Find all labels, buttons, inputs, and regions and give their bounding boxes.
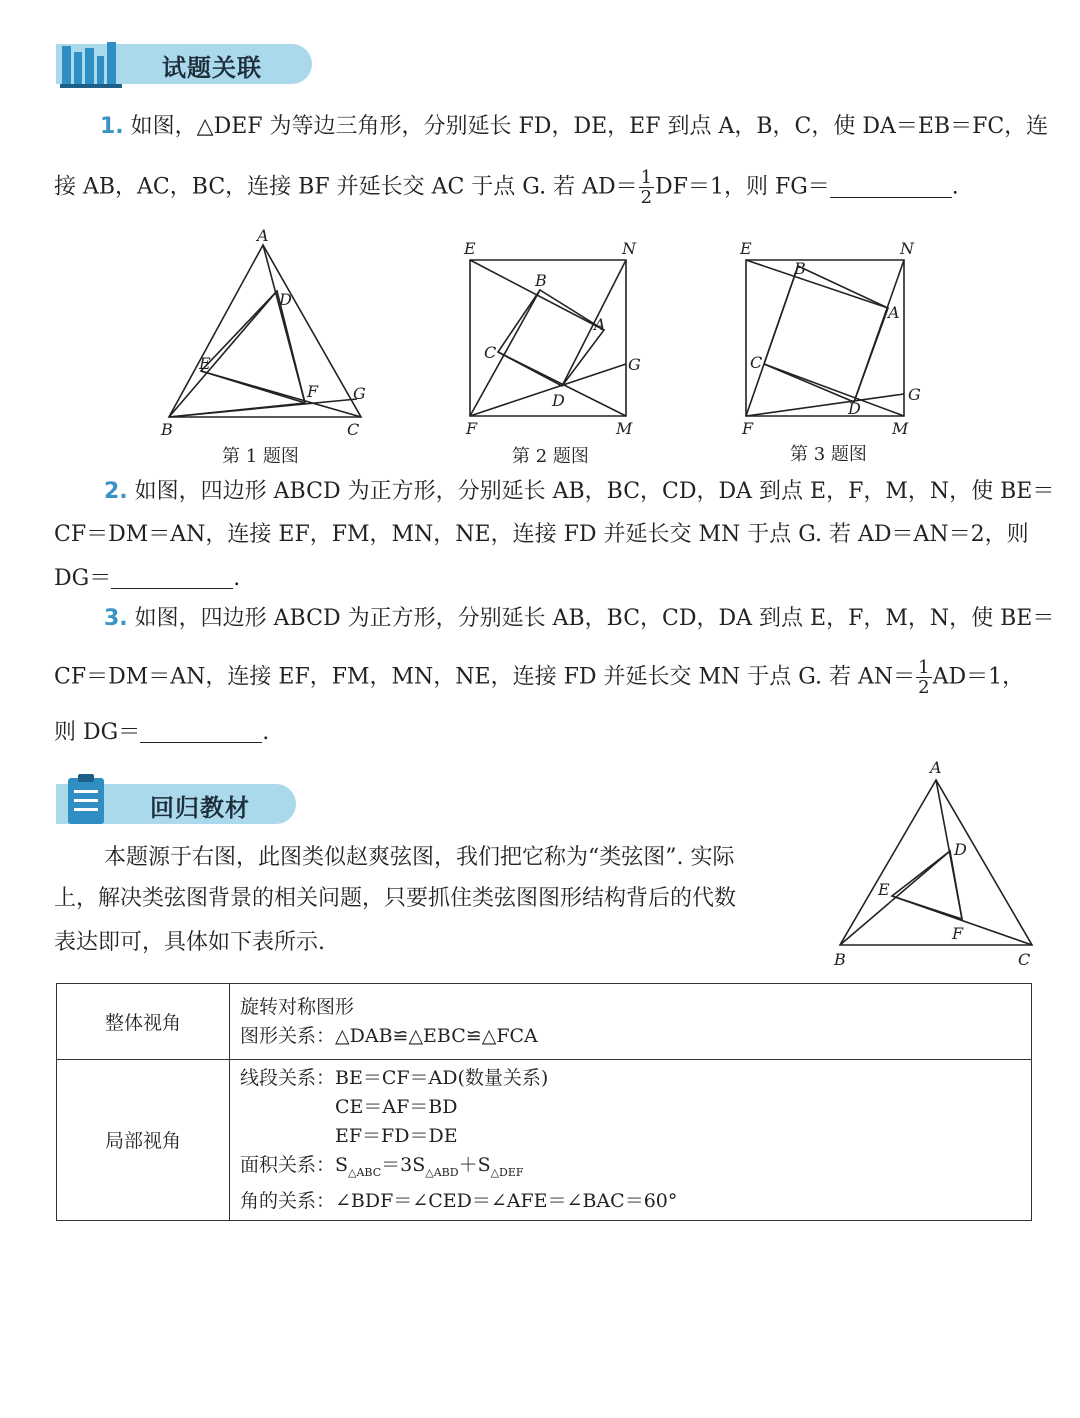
- label-A: A: [257, 226, 269, 245]
- row-content-local: 线段关系：BE＝CF＝AD(数量关系) CE＝AF＝BD EF＝FD＝DE 面积关系：$S_{\triangle ABC}=3S_{\triangle ABD}+S_{\triangle DEF}$ 角的关系：∠BDF＝∠CED＝∠AFE＝∠BAC＝60°: [230, 1060, 1032, 1221]
- svg-text:A: A: [930, 758, 942, 777]
- svg-text:B: B: [794, 259, 806, 278]
- label-C: C: [347, 420, 360, 439]
- outer-square: [470, 260, 626, 416]
- area-relation: 面积关系：$S_{\triangle ABC}=3S_{\triangle ABD}+S_{\triangle DEF}$: [240, 1154, 524, 1179]
- label-E: E: [199, 354, 211, 373]
- figure-1-caption: 第 1 题图: [222, 446, 299, 467]
- svg-text:E: E: [740, 239, 752, 258]
- problem-1-line-1: 1. 如图，△DEF 为等边三角形，分别延长 FD，DE，EF 到点 A，B，C，使 DA＝EB＝FC，连: [100, 114, 1049, 139]
- svg-text:C: C: [1018, 950, 1031, 969]
- figure-2: [458, 236, 658, 436]
- section-title-related: 试题关联: [162, 54, 262, 82]
- svg-text:N: N: [900, 239, 914, 258]
- table-row: [57, 1060, 1032, 1221]
- label-F: F: [307, 382, 319, 401]
- outer-square: [746, 260, 904, 416]
- svg-text:E: E: [464, 239, 476, 258]
- problem-2-line-2: CF＝DM＝AN，连接 EF，FM，MN，NE，连接 FD 并延长交 MN 于点 G. 若 AD＝AN＝2，则: [54, 522, 1029, 547]
- label-G: G: [353, 384, 366, 403]
- fraction: $\frac{1}{2}$: [918, 657, 930, 698]
- intro-line-1: 本题源于右图，此图类似赵爽弦图，我们把它称为“类弦图”. 实际: [104, 845, 735, 870]
- summary-table: [56, 983, 1032, 1221]
- problem-3-line-3: 则 DG＝ .: [54, 720, 270, 745]
- answer-blank[interactable]: [111, 566, 233, 589]
- svg-text:C: C: [750, 353, 763, 372]
- svg-text:M: M: [892, 419, 909, 436]
- svg-text:F: F: [466, 419, 478, 436]
- figure-3-caption: 第 3 题图: [790, 444, 867, 465]
- svg-text:N: N: [622, 239, 636, 258]
- clipboard-icon: [60, 772, 112, 828]
- svg-text:B: B: [834, 950, 846, 969]
- svg-text:F: F: [742, 419, 754, 436]
- figure-4: [826, 755, 1046, 975]
- figure-1: [155, 225, 385, 445]
- problem-3-line-1: 3. 如图，四边形 ABCD 为正方形，分别延长 AB，BC，CD，DA 到点 E，F，M，N，使 BE＝: [104, 606, 1055, 631]
- label-D: D: [279, 290, 292, 309]
- svg-text:C: C: [484, 343, 497, 362]
- answer-blank[interactable]: [140, 720, 262, 743]
- svg-text:D: D: [848, 399, 861, 418]
- section-banner-textbook: [56, 778, 300, 824]
- table-row: [57, 984, 1032, 1060]
- row-label-overall: 整体视角: [57, 984, 230, 1060]
- svg-text:F: F: [952, 924, 964, 943]
- problem-2-line-3: DG＝ .: [54, 566, 241, 591]
- section-title-textbook: 回归教材: [150, 794, 250, 822]
- svg-text:E: E: [878, 880, 890, 899]
- svg-text:D: D: [954, 840, 967, 859]
- svg-text:D: D: [552, 391, 565, 410]
- row-label-local: 局部视角: [57, 1060, 230, 1221]
- fraction: $\frac{1}{2}$: [640, 167, 653, 208]
- label-B: B: [161, 420, 173, 439]
- svg-text:A: A: [594, 315, 606, 334]
- intro-line-2: 上，解决类弦图背景的相关问题，只要抓住类弦图图形结构背后的代数: [54, 886, 737, 911]
- svg-text:G: G: [628, 355, 641, 374]
- svg-text:B: B: [535, 271, 547, 290]
- svg-text:G: G: [908, 385, 921, 404]
- intro-line-3: 表达即可，具体如下表所示.: [54, 930, 325, 955]
- bookshelf-icon: [60, 38, 126, 90]
- answer-blank[interactable]: [830, 175, 952, 198]
- row-content-overall: 旋转对称图形 图形关系：△DAB≌△EBC≌△FCA: [230, 984, 1032, 1060]
- problem-1-number: 1.: [100, 114, 124, 139]
- figure-3: [736, 236, 936, 436]
- problem-3-line-2: CF＝DM＝AN，连接 EF，FM，MN，NE，连接 FD 并延长交 MN 于点 G. 若 AN＝ $\frac{1}{2}$ AD＝1，: [54, 657, 1025, 698]
- problem-1-line-2: 接 AB，AC，BC，连接 BF 并延长交 AC 于点 G. 若 AD＝ $\frac{1}{2}$ DF＝1，则 FG＝ .: [54, 167, 959, 208]
- svg-text:M: M: [616, 419, 633, 436]
- figure-2-caption: 第 2 题图: [512, 446, 589, 467]
- svg-text:A: A: [888, 303, 900, 322]
- section-banner-related: [56, 38, 316, 84]
- problem-2-line-1: 2. 如图，四边形 ABCD 为正方形，分别延长 AB，BC，CD，DA 到点 E，F，M，N，使 BE＝: [104, 479, 1055, 504]
